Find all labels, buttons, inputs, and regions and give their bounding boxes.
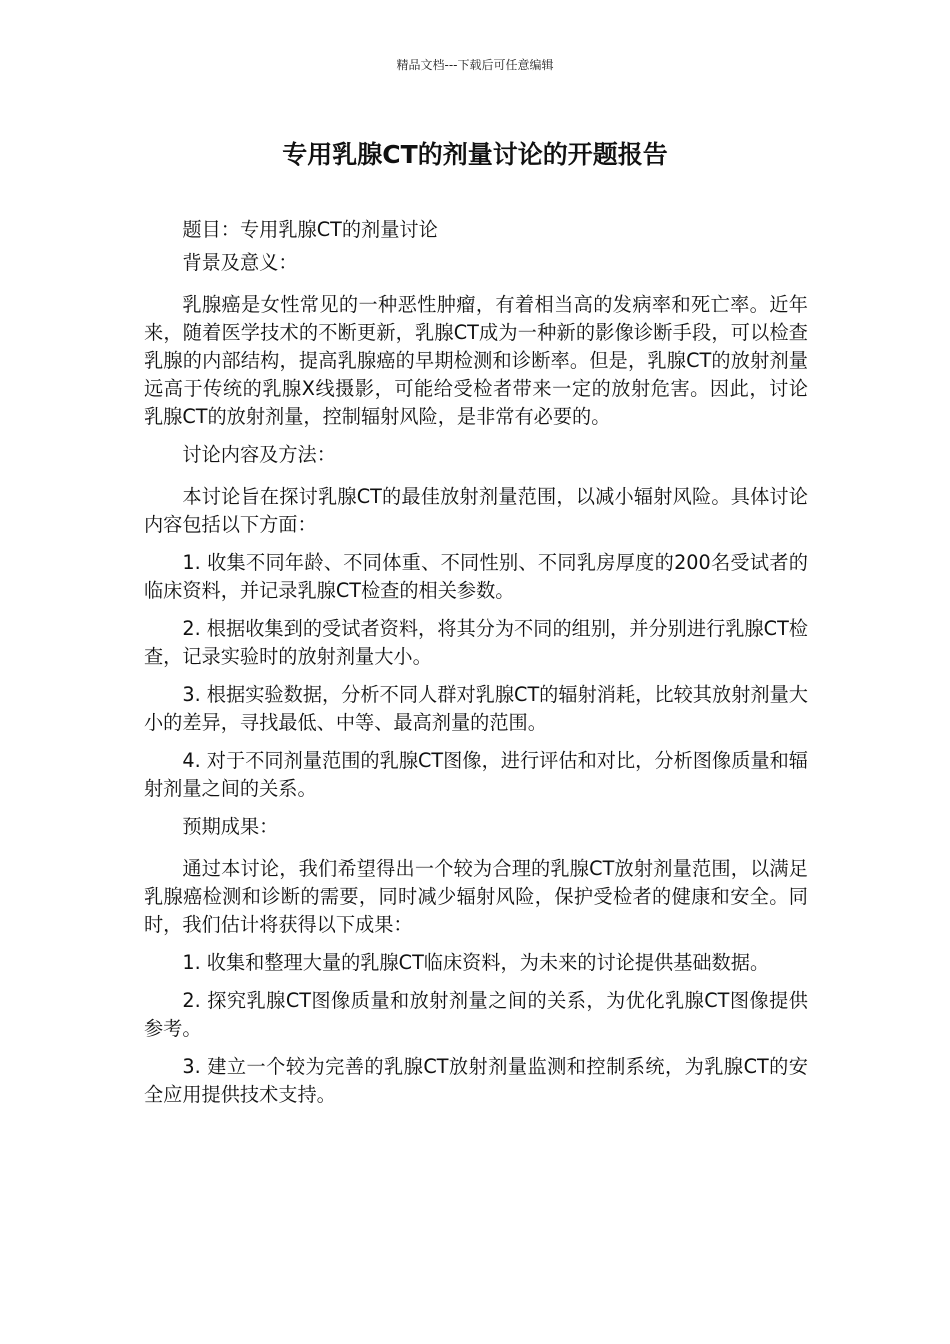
subject-line: 题目：专用乳腺CT的剂量讨论 [182,218,438,241]
results-item: 1. 收集和整理大量的乳腺CT临床资料，为未来的讨论提供基础数据。 [182,951,770,974]
page-header: 精品文档---下载后可任意编辑 [396,58,554,72]
methods-item: 2. 根据收集到的受试者资料，将其分为不同的组别，并分别进行乳腺CT检查，记录实验时的放射剂量大小。 [144,617,808,668]
background-heading: 背景及意义： [182,251,298,274]
background-paragraph: 乳腺癌是女性常见的一种恶性肿瘤，有着相当高的发病率和死亡率。近年来，随着医学技术的不断更新，乳腺CT成为一种新的影像诊断手段，可以检查乳腺的内部结构，提高乳腺癌的早期检测和诊断率。但是，乳腺CT的放射剂量远高于传统的乳腺X线摄影，可能给受检者带来一定的放射危害。因此，讨论乳腺CT的放射剂量，控制辐射风险，是非常有必要的。 [144,293,808,428]
results-heading: 预期成果： [182,815,279,838]
results-item: 3. 建立一个较为完善的乳腺CT放射剂量监测和控制系统，为乳腺CT的安全应用提供技术支持。 [144,1055,808,1106]
document-title: 专用乳腺CT的剂量讨论的开题报告 [282,140,668,169]
document-body [144,216,808,1119]
methods-heading: 讨论内容及方法： [182,443,336,466]
results-intro-paragraph: 通过本讨论，我们希望得出一个较为合理的乳腺CT放射剂量范围，以满足乳腺癌检测和诊断的需要，同时减少辐射风险，保护受检者的健康和安全。同时，我们估计将获得以下成果： [144,857,808,936]
methods-item: 1. 收集不同年龄、不同体重、不同性别、不同乳房厚度的200名受试者的临床资料，并记录乳腺CT检查的相关参数。 [144,551,808,602]
results-item: 2. 探究乳腺CT图像质量和放射剂量之间的关系，为优化乳腺CT图像提供参考。 [144,989,808,1040]
methods-item: 4. 对于不同剂量范围的乳腺CT图像，进行评估和对比，分析图像质量和辐射剂量之间的关系。 [144,749,808,800]
methods-item: 3. 根据实验数据，分析不同人群对乳腺CT的辐射消耗，比较其放射剂量大小的差异，寻找最低、中等、最高剂量的范围。 [144,683,808,734]
methods-intro-paragraph: 本讨论旨在探讨乳腺CT的最佳放射剂量范围，以减小辐射风险。具体讨论内容包括以下方面： [144,485,808,536]
